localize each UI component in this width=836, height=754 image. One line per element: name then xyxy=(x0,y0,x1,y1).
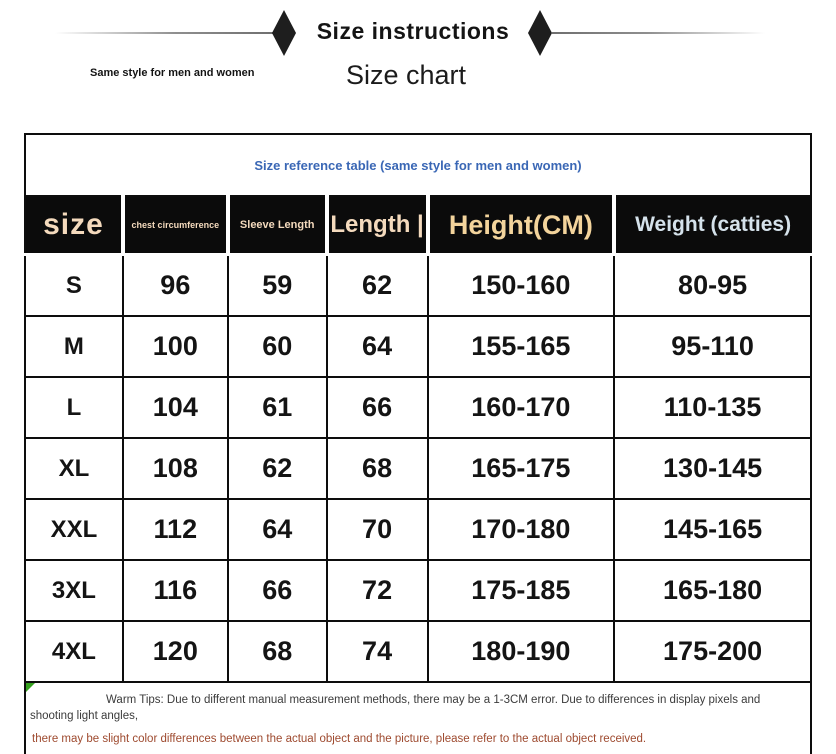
warm-tips-line2: there may be slight color differences between the actual object and the picture, please refer to the actual object received. xyxy=(32,733,647,746)
header-banner xyxy=(0,0,836,133)
table-cell: 61 xyxy=(228,377,327,438)
table-cell: 110-135 xyxy=(614,377,811,438)
table-cell: 175-200 xyxy=(614,621,811,682)
table-cell: 112 xyxy=(123,499,228,560)
table-cell: 80-95 xyxy=(614,255,811,317)
table-row-s xyxy=(25,255,811,317)
table-cell: 160-170 xyxy=(428,377,615,438)
size-table xyxy=(24,133,812,754)
table-cell: 70 xyxy=(327,499,428,560)
diamond-icon-right xyxy=(528,10,552,56)
warm-tips-row xyxy=(25,682,811,754)
table-row-xl xyxy=(25,438,811,499)
column-header-chest: chest circumference xyxy=(123,196,228,255)
table-cell: 64 xyxy=(228,499,327,560)
table-cell: 74 xyxy=(327,621,428,682)
size-label: XXL xyxy=(25,499,123,560)
table-cell: 150-160 xyxy=(428,255,615,317)
table-row-xxl xyxy=(25,499,811,560)
table-cell: 108 xyxy=(123,438,228,499)
column-header-size: size xyxy=(25,196,123,255)
size-label: M xyxy=(25,316,123,377)
table-header-row xyxy=(25,196,811,255)
table-cell: 66 xyxy=(228,560,327,621)
column-header-sleeve: Sleeve Length xyxy=(228,196,327,255)
page-subtitle: Size chart xyxy=(345,60,467,90)
table-cell: 72 xyxy=(327,560,428,621)
table-caption: Size reference table (same style for men and women) xyxy=(25,134,811,196)
table-cell: 62 xyxy=(228,438,327,499)
table-cell: 165-175 xyxy=(428,438,615,499)
table-row-l xyxy=(25,377,811,438)
size-label: L xyxy=(25,377,123,438)
divider-line-right xyxy=(552,32,765,34)
table-cell: 100 xyxy=(123,316,228,377)
column-header-weight: Weight (catties) xyxy=(614,196,811,255)
column-header-height: Height(CM) xyxy=(428,196,615,255)
table-cell: 68 xyxy=(228,621,327,682)
table-cell: 130-145 xyxy=(614,438,811,499)
divider-line-left xyxy=(55,32,273,34)
size-label: 3XL xyxy=(25,560,123,621)
table-cell: 60 xyxy=(228,316,327,377)
table-cell: 66 xyxy=(327,377,428,438)
tagline: Same style for men and women xyxy=(90,67,255,79)
table-caption-row xyxy=(25,134,811,196)
size-label: S xyxy=(25,255,123,317)
table-cell: 155-165 xyxy=(428,316,615,377)
table-cell: 145-165 xyxy=(614,499,811,560)
table-cell: 170-180 xyxy=(428,499,615,560)
table-cell: 120 xyxy=(123,621,228,682)
corner-marker-icon xyxy=(26,683,35,692)
table-cell: 59 xyxy=(228,255,327,317)
table-cell: 62 xyxy=(327,255,428,317)
table-cell: 180-190 xyxy=(428,621,615,682)
table-cell: 165-180 xyxy=(614,560,811,621)
table-row-4xl xyxy=(25,621,811,682)
warm-tips-cell xyxy=(25,682,811,754)
table-cell: 116 xyxy=(123,560,228,621)
size-label: 4XL xyxy=(25,621,123,682)
table-cell: 104 xyxy=(123,377,228,438)
banner-title: Size instructions xyxy=(316,18,510,44)
size-label: XL xyxy=(25,438,123,499)
table-row-3xl xyxy=(25,560,811,621)
diamond-icon-left xyxy=(272,10,296,56)
table-cell: 64 xyxy=(327,316,428,377)
table-cell: 95-110 xyxy=(614,316,811,377)
table-row-m xyxy=(25,316,811,377)
table-cell: 175-185 xyxy=(428,560,615,621)
column-header-length: Length | xyxy=(327,196,428,255)
warm-tips-line1: Warm Tips: Due to different manual measurement methods, there may be a 1-3CM error. Due to differences in display pixels and shooting light angles, xyxy=(30,693,761,722)
table-cell: 68 xyxy=(327,438,428,499)
table-cell: 96 xyxy=(123,255,228,317)
